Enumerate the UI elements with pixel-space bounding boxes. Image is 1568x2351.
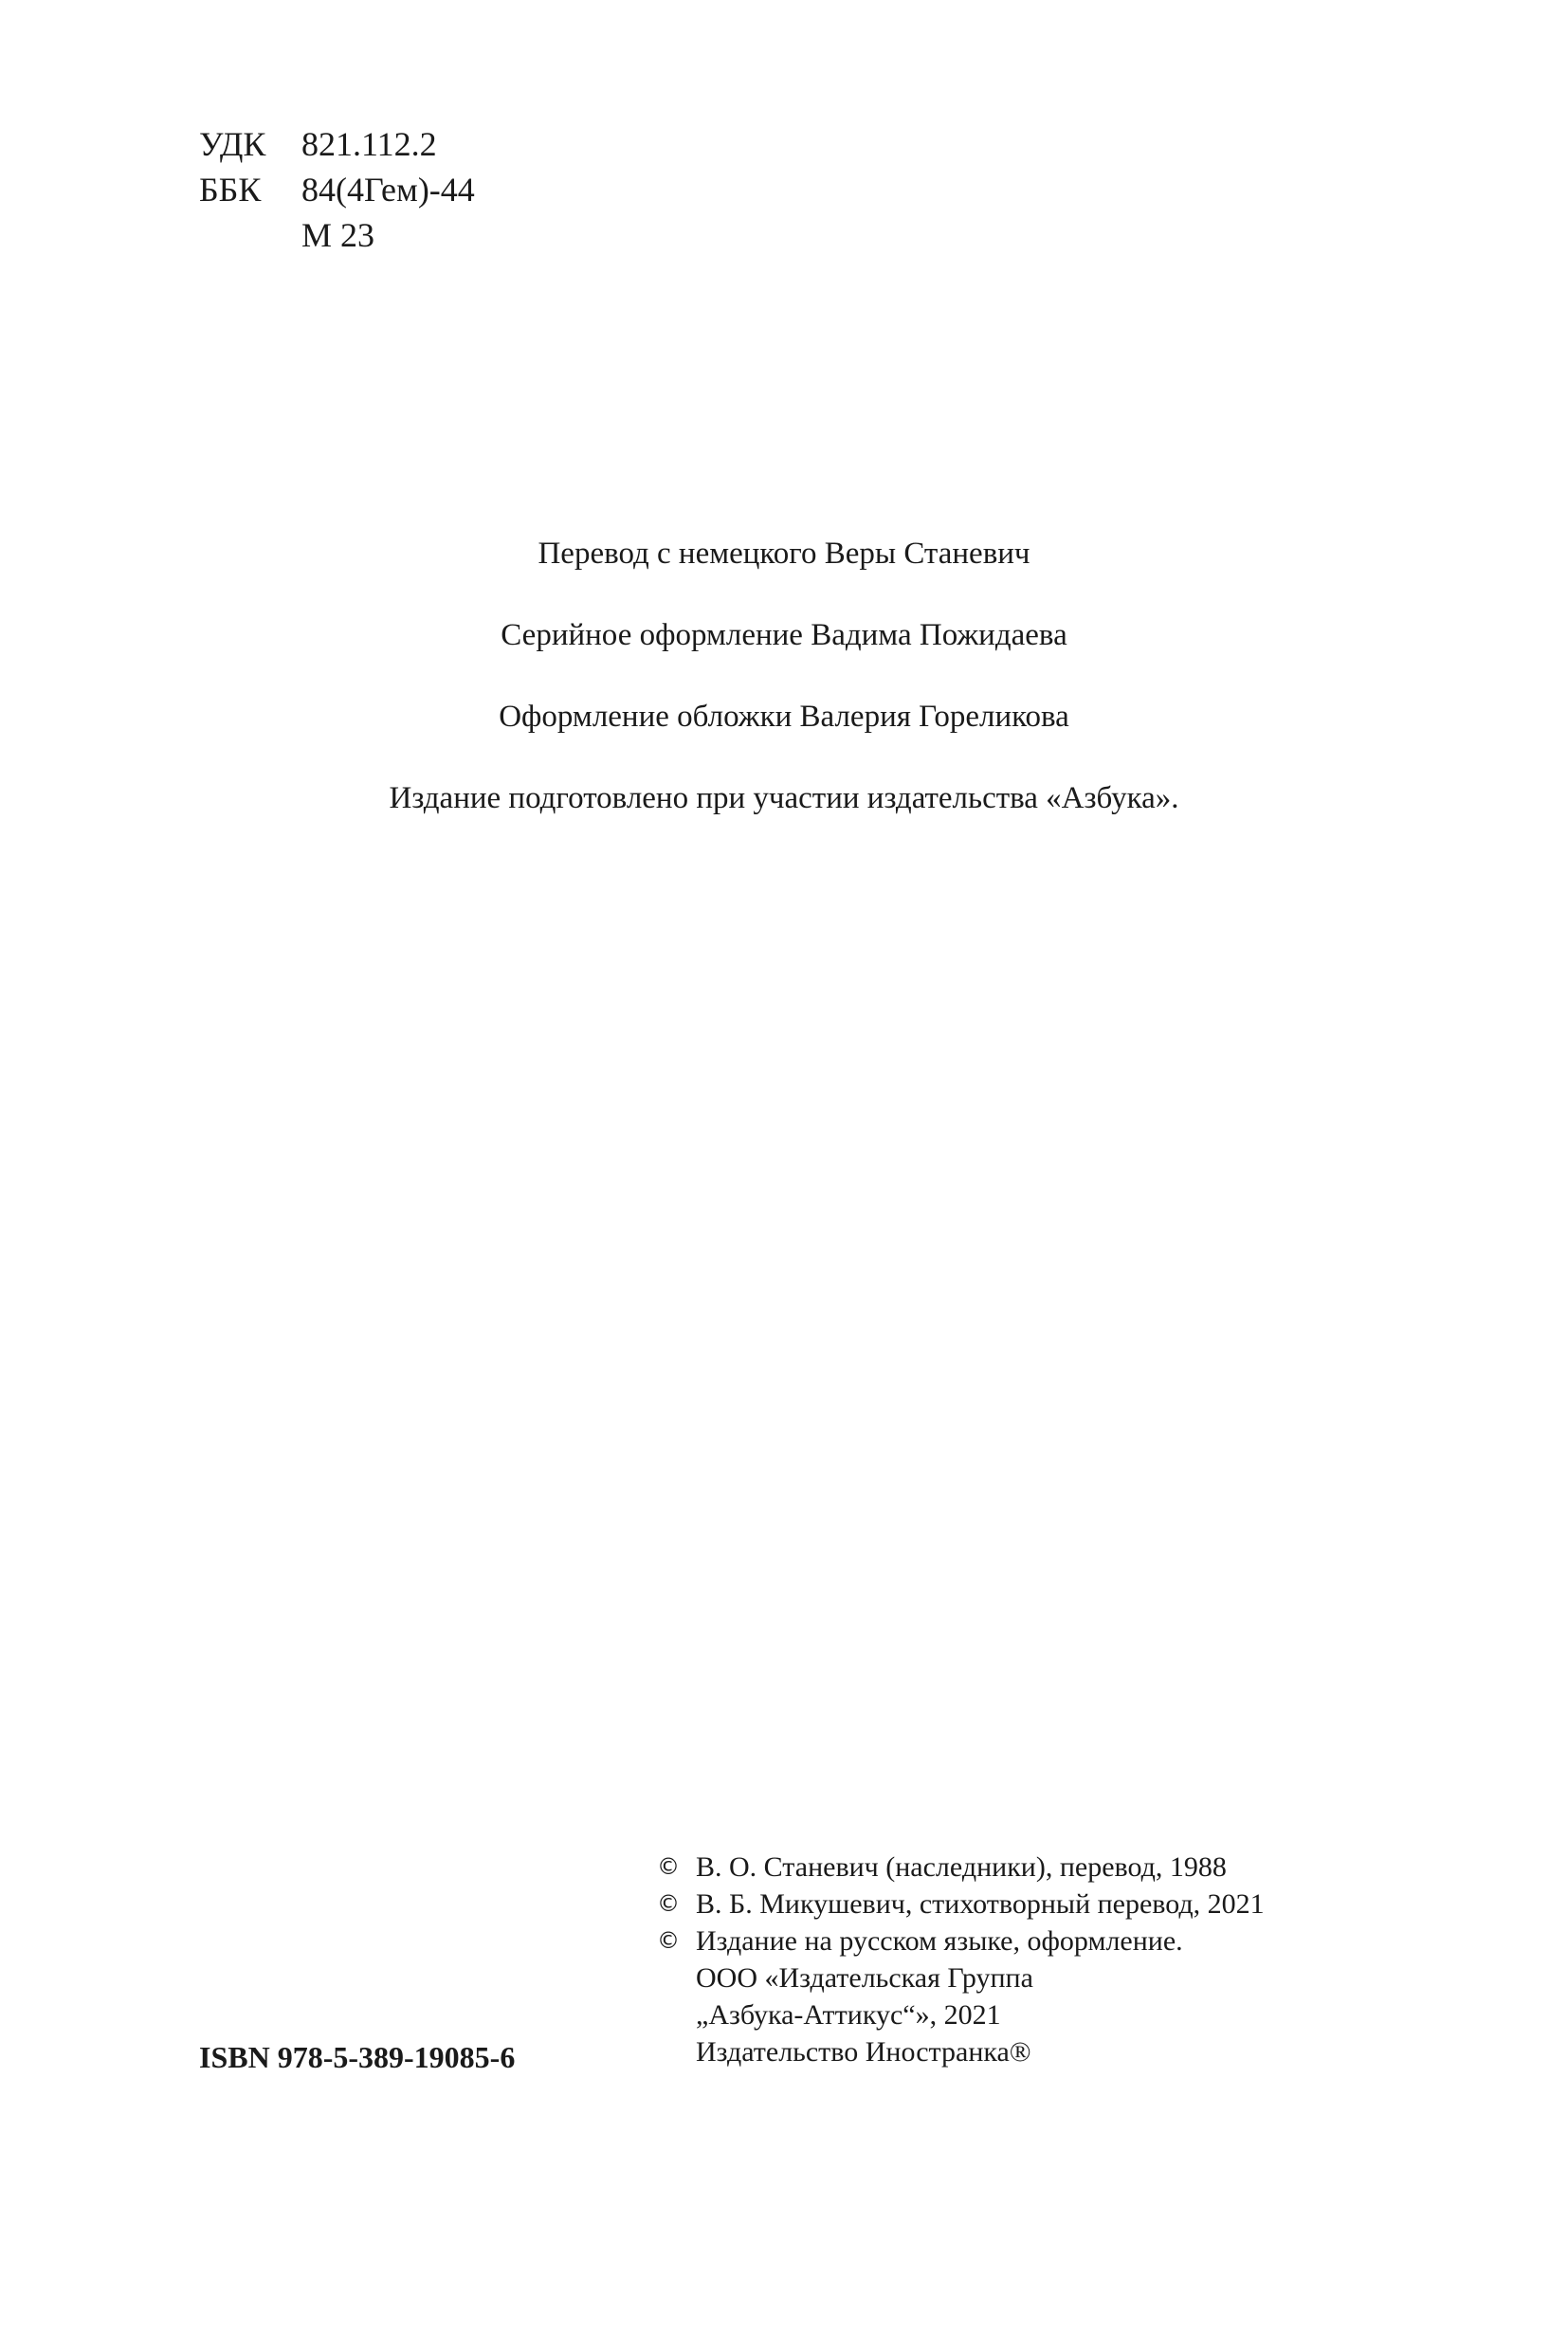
bbk-value: 84(4Гем)-44 xyxy=(301,171,475,209)
copyright-line xyxy=(657,1923,1265,1959)
udc-row xyxy=(199,121,475,167)
copyright-line xyxy=(657,1886,1265,1923)
classification-block xyxy=(199,121,475,258)
copyright-text: Издательство Иностранка® xyxy=(696,2036,1031,2068)
translator-credit: Перевод с немецкого Веры Станевич xyxy=(538,537,1030,571)
copyright-line xyxy=(657,1849,1265,1886)
copyright-text: ООО «Издательская Группа xyxy=(696,1962,1033,1994)
series-design-credit: Серийное оформление Вадима Пожидаева xyxy=(501,618,1067,652)
copyright-indent xyxy=(657,1959,696,1996)
isbn: ISBN 978-5-389-19085-6 xyxy=(199,2040,516,2074)
copyright-icon: © xyxy=(657,1853,680,1880)
copyright-line xyxy=(657,2033,1265,2070)
copyright-text: В. Б. Микушевич, стихотворный перевод, 2021 xyxy=(696,1888,1265,1920)
copyright-block xyxy=(657,1849,1265,2070)
bbk-row xyxy=(199,167,475,212)
author-mark-label xyxy=(199,212,301,258)
cover-design-credit: Оформление обложки Валерия Гореликова xyxy=(499,700,1069,734)
copyright-line xyxy=(657,1996,1265,2033)
copyright-indent xyxy=(657,1996,696,2033)
copyright-text: „Азбука-Аттикус“», 2021 xyxy=(696,1999,1001,2031)
copyright-text: Издание на русском языке, оформление. xyxy=(696,1925,1183,1957)
copyright-icon: © xyxy=(657,1927,680,1954)
author-mark-value: М 23 xyxy=(301,216,375,254)
publisher-participation-note: Издание подготовлено при участии издательства «Азбука». xyxy=(389,781,1179,815)
udc-value: 821.112.2 xyxy=(301,125,437,163)
bbk-label: ББК xyxy=(199,171,262,209)
author-mark-row xyxy=(199,212,475,258)
copyright-line xyxy=(657,1959,1265,1996)
copyright-icon: © xyxy=(657,1890,680,1917)
credits-block xyxy=(0,533,1568,859)
copyright-indent xyxy=(657,2033,696,2070)
udc-label: УДК xyxy=(199,125,266,163)
copyright-text: В. О. Станевич (наследники), перевод, 1988 xyxy=(696,1851,1227,1883)
